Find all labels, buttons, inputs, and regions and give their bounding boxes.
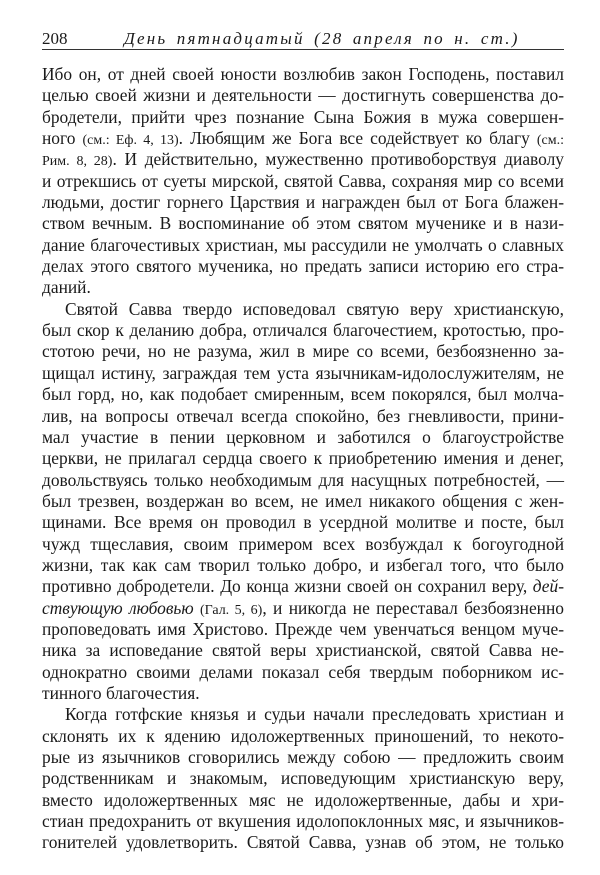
text-line — [42, 213, 564, 234]
italic-quote: ствующую любовью — [42, 597, 194, 618]
paragraph — [42, 299, 564, 705]
text-segment: делах этого святого мученика, но предать записи историю его стра- — [42, 256, 564, 277]
text-segment: проповедовать имя Христово. Прежде чем увенчаться венцом муче- — [42, 618, 564, 639]
text-segment: и отрекшись от суеты мирской, святой Савва, сохраняя мир со всеми — [42, 170, 564, 191]
text-segment: дание благочестивых христиан, мы рассудили не умолчать о славных — [42, 234, 564, 255]
text-line — [42, 406, 564, 427]
text-segment: был трезвен, воздержан во всем, не имел никакого общения с жен- — [42, 490, 564, 511]
text-line — [42, 448, 564, 469]
text-segment: противно добродетели. До конца жизни своей он сохранил веру, — [42, 576, 533, 597]
text-line — [42, 576, 564, 597]
text-line — [42, 747, 564, 768]
text-line — [42, 683, 564, 704]
text-segment: стотою речи, но не разума, жил в мире со всеми, безбоязненно за- — [42, 341, 564, 362]
scripture-reference: (см.: Еф. 4, 13) — [82, 133, 179, 149]
text-segment: церкви, не прилагал сердца своего к приобретению имения и денег, — [42, 448, 564, 469]
text-segment: ного — [42, 128, 83, 149]
text-line — [42, 277, 564, 298]
text-line — [42, 790, 564, 811]
text-line — [42, 662, 564, 683]
paragraph — [42, 64, 564, 299]
scripture-reference: (см.: — [536, 133, 564, 149]
text-line — [42, 235, 564, 256]
text-line — [42, 534, 564, 555]
scripture-reference: (Гал. 5, 6) — [199, 602, 263, 618]
running-header — [42, 27, 564, 50]
text-line — [42, 85, 564, 106]
text-line — [42, 427, 564, 448]
text-line — [42, 107, 564, 128]
page-number: 208 — [42, 29, 68, 48]
text-segment: щищал истину, заграждая тем уста язычникам-идолослужителям, не — [42, 362, 564, 383]
text-segment: ством вечным. В воспоминание об этом святом мученике и в нази- — [42, 213, 564, 234]
text-line — [42, 598, 564, 619]
text-segment: стиан предохранить от вкушения идолопоклонных мяс, и язычников- — [42, 811, 564, 832]
text-segment: жизни, так как сам творил только добро, и избегал того, что было — [42, 554, 564, 575]
text-segment: рые из язычников сговорились между собою — предложить своим — [42, 747, 564, 767]
text-segment: чужд тщеславия, своим примером всех возбуждал к богоугодной — [42, 533, 564, 554]
text-line — [42, 171, 564, 192]
text-segment: гонителей удовлетворить. Святой Савва, узнав об этом, не только — [42, 832, 564, 853]
text-line — [42, 64, 564, 85]
running-title: День пятнадцатый (28 апреля по н. ст.) — [124, 29, 520, 48]
text-segment: щинами. Все время он проводил в усердной молитве и посте, был — [42, 512, 564, 533]
text-line — [42, 555, 564, 576]
text-segment: бродетели, прийти чрез познание Сына Божия в мужа совершен- — [42, 106, 564, 127]
text-segment: родственникам и знакомым, исповедующим христианскую веру, — [42, 768, 564, 789]
text-segment: мал участие в пении церковном и заботился о благоустройстве — [42, 426, 564, 447]
text-line — [42, 640, 564, 661]
text-line — [42, 192, 564, 213]
paragraph — [42, 704, 564, 853]
scripture-reference: Рим. 8, 28) — [42, 154, 113, 170]
text-segment: . И действительно, мужественно противоборствуя диаволу — [112, 149, 564, 170]
text-line — [42, 320, 564, 341]
text-segment: склонять их к ядению идоложертвенных приношений, то некото- — [42, 725, 564, 746]
text-line — [42, 384, 564, 405]
text-line — [42, 512, 564, 533]
text-line — [42, 363, 564, 384]
italic-quote: дей- — [532, 576, 564, 597]
text-line — [42, 619, 564, 640]
text-line — [42, 726, 564, 747]
text-segment: лив, на вопросы отвечал всегда спокойно, без гневливости, прини- — [42, 405, 564, 426]
text-segment: целью своей жизни и деятельности — достигнуть совершенства до- — [42, 85, 564, 106]
text-segment: Когда готфские князья и судьи начали преследовать христиан и — [65, 704, 564, 725]
text-line — [42, 768, 564, 789]
text-segment: вместо идоложертвенных мяс не идоложертвенные, дабы и хри- — [42, 789, 564, 810]
text-segment: однократно своими делами показал себя твердым поборником ис- — [42, 661, 564, 682]
text-line — [42, 704, 564, 725]
text-line — [42, 341, 564, 362]
text-segment: . Любящим же Бога все содействует ко благу — [178, 128, 537, 149]
text-line — [42, 491, 564, 512]
text-segment: довольствуясь только необходимым для насущных потребностей, — — [42, 469, 564, 490]
text-segment: даний. — [42, 277, 91, 298]
text-segment: Ибо он, от дней своей юности возлюбив закон Господень, поставил — [42, 64, 564, 84]
text-segment: , и никогда не переставал безбоязненно — [262, 597, 564, 618]
text-line — [42, 811, 564, 832]
page-body — [42, 64, 564, 854]
text-line — [42, 128, 564, 149]
text-line — [42, 470, 564, 491]
text-segment: тинного благочестия. — [42, 682, 200, 703]
text-line — [42, 299, 564, 320]
text-line — [42, 256, 564, 277]
text-line — [42, 149, 564, 170]
text-segment: Святой Савва твердо исповедовал святую веру христианскую, — [65, 298, 564, 319]
text-line — [42, 832, 564, 853]
text-segment: ника за исповедание святой веры христианской, святой Савва не- — [42, 640, 564, 661]
text-segment: людьми, достиг горнего Царствия и награжден был от Бога блажен- — [42, 192, 564, 213]
text-segment: был горд, но, как подобает смиренным, всем покорялся, был молча- — [42, 384, 564, 405]
text-segment: был скор к деланию добра, отличался благочестием, кротостью, про- — [42, 320, 564, 341]
